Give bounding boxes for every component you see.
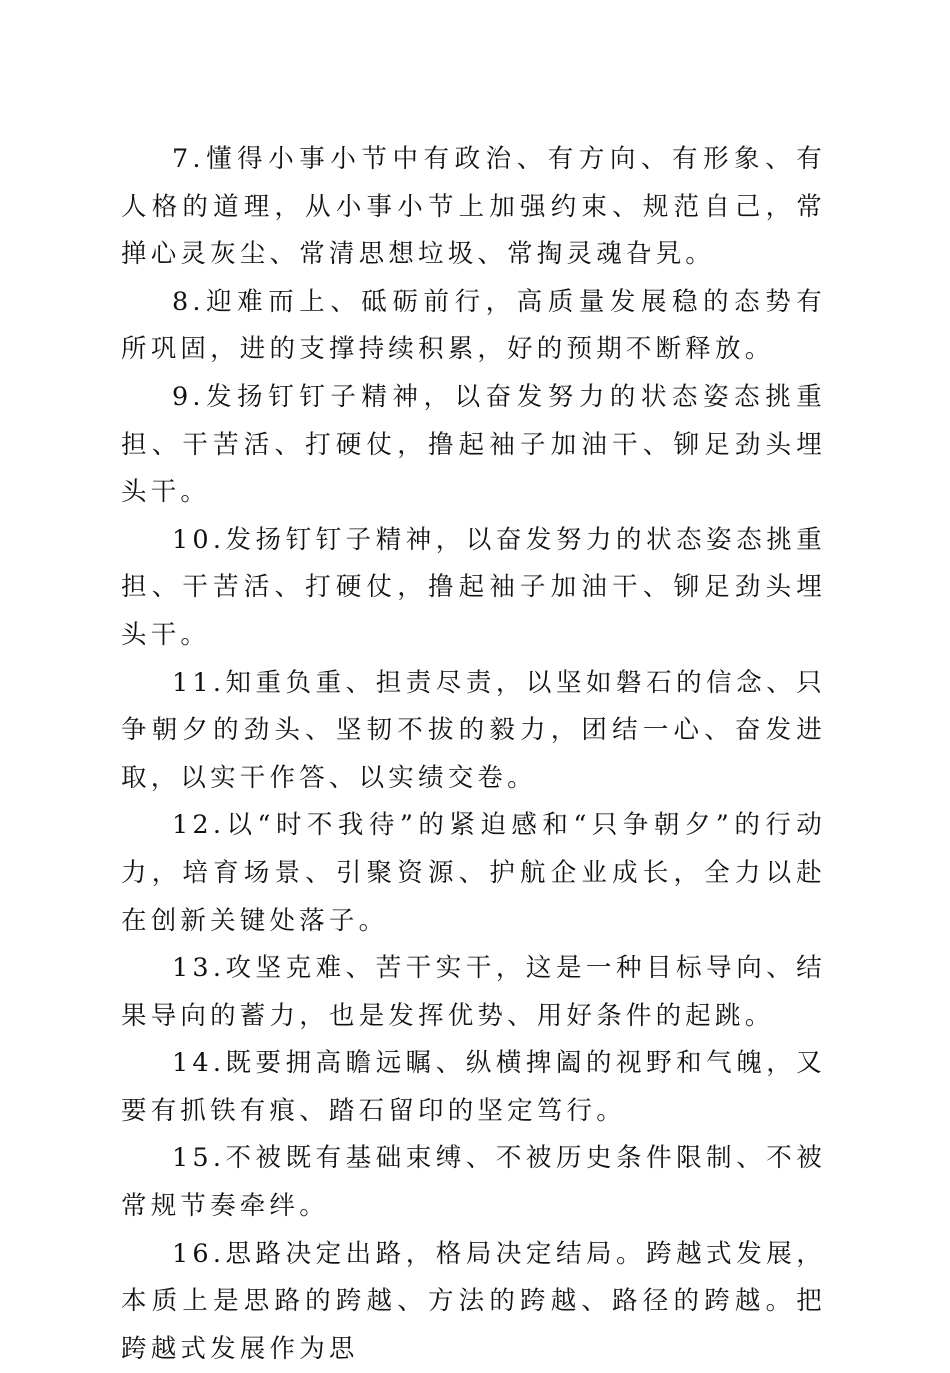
paragraph-12: 12.以“时不我待”的紧迫感和“只争朝夕”的行动力，培育场景、引聚资源、护航企业成长，全力以赴在创新关键处落子。 (121, 810, 826, 936)
paragraph-11: 11.知重负重、担责尽责，以坚如磐石的信念、只争朝夕的劲头、坚韧不拔的毅力，团结一心、奋发进取，以实干作答、以实绩交卷。 (121, 667, 826, 793)
paragraph-15: 15.不被既有基础束缚、不被历史条件限制、不被常规节奏牵绊。 (121, 1143, 826, 1222)
paragraph-9: 9.发扬钉钉子精神，以奋发努力的状态姿态挑重担、干苦活、打硬仗，撸起袖子加油干、铆足劲头埋头干。 (121, 381, 826, 508)
paragraph-7: 7.懂得小事小节中有政治、有方向、有形象、有人格的道理，从小事小节上加强约束、规范自己，常掸心灵灰尘、常清思想垃圾、常掏灵魂旮旯。 (121, 144, 826, 270)
paragraph-8: 8.迎难而上、砥砺前行，高质量发展稳的态势有所巩固，进的支撑持续积累，好的预期不断释放。 (121, 286, 826, 365)
paragraph-16: 16.思路决定出路，格局决定结局。跨越式发展，本质上是思路的跨越、方法的跨越、路径的跨越。把跨越式发展作为思 (121, 1238, 826, 1364)
paragraph-10: 10.发扬钉钉子精神，以奋发努力的状态姿态挑重担、干苦活、打硬仗，撸起袖子加油干、铆足劲头埋头干。 (121, 524, 826, 650)
paragraph-14: 14.既要拥高瞻远瞩、纵横捭阖的视野和气魄，又要有抓铁有痕、踏石留印的坚定笃行。 (121, 1048, 826, 1126)
document-body (121, 136, 826, 1373)
paragraph-13: 13.攻坚克难、苦干实干，这是一种目标导向、结果导向的蓄力，也是发挥优势、用好条件的起跳。 (121, 953, 826, 1031)
